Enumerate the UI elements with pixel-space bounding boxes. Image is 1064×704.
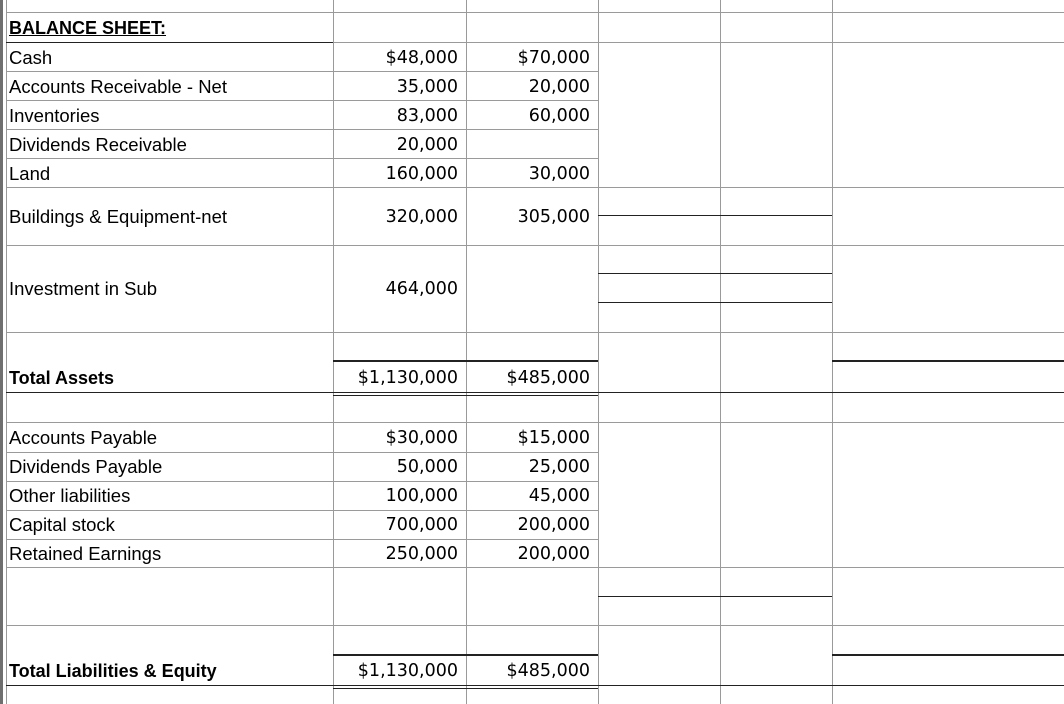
gridline-h [333, 688, 598, 689]
gridline-v [720, 0, 721, 704]
cell-sub-cash[interactable]: $70,000 [517, 48, 590, 68]
cell-parent-cash[interactable]: $48,000 [385, 48, 458, 68]
cell-parent-dividends-payable[interactable]: 50,000 [396, 457, 458, 477]
row-label-accounts-receivable[interactable]: Accounts Receivable - Net [9, 76, 227, 97]
gridline-h [6, 481, 598, 482]
cell-sub-total-liabilities-equity[interactable]: $485,000 [506, 661, 590, 681]
gridline-h [6, 71, 598, 72]
gridline-h [6, 129, 598, 130]
cell-parent-retained-earnings[interactable]: 250,000 [385, 544, 458, 564]
gridline-h [6, 245, 1064, 246]
cell-sub-accounts-payable[interactable]: $15,000 [517, 428, 590, 448]
row-label-other-liabilities[interactable]: Other liabilities [9, 485, 131, 506]
row-label-land[interactable]: Land [9, 163, 51, 184]
gridline-h [6, 187, 1064, 188]
gridline-h [333, 360, 598, 362]
cell-sub-capital-stock[interactable]: 200,000 [517, 515, 590, 535]
cell-sub-inventories[interactable]: 60,000 [528, 106, 590, 126]
gridline-h [6, 332, 1064, 333]
row-label-dividends-receivable[interactable]: Dividends Receivable [9, 134, 187, 155]
gridline-h [6, 510, 598, 511]
cell-sub-retained-earnings[interactable]: 200,000 [517, 544, 590, 564]
cell-sub-total-assets[interactable]: $485,000 [506, 368, 590, 388]
gridline-v [466, 0, 467, 704]
row-label-cash[interactable]: Cash [9, 47, 53, 68]
gridline-h [6, 392, 1064, 393]
gridline-h [832, 654, 1064, 656]
cell-sub-dividends-payable[interactable]: 25,000 [528, 457, 590, 477]
gridline-h [6, 12, 1064, 13]
gridline-h [6, 158, 598, 159]
cell-parent-accounts-receivable[interactable]: 35,000 [396, 77, 458, 97]
cell-sub-land[interactable]: 30,000 [528, 164, 590, 184]
cell-parent-inventories[interactable]: 83,000 [396, 106, 458, 126]
gridline-h [333, 395, 598, 396]
cell-parent-other-liabilities[interactable]: 100,000 [385, 486, 458, 506]
cell-sub-other-liabilities[interactable]: 45,000 [528, 486, 590, 506]
row-label-accounts-payable[interactable]: Accounts Payable [9, 427, 158, 448]
cell-parent-dividends-receivable[interactable]: 20,000 [396, 135, 458, 155]
gridline-h [598, 596, 832, 597]
row-label-capital-stock[interactable]: Capital stock [9, 514, 115, 535]
cell-parent-accounts-payable[interactable]: $30,000 [385, 428, 458, 448]
cell-parent-total-assets[interactable]: $1,130,000 [357, 368, 458, 388]
row-label-inventories[interactable]: Inventories [9, 105, 100, 126]
cell-parent-capital-stock[interactable]: 700,000 [385, 515, 458, 535]
gridline-h [6, 422, 1064, 423]
gridline-h [598, 215, 832, 216]
gridline-h [832, 360, 1064, 362]
row-label-dividends-payable[interactable]: Dividends Payable [9, 456, 163, 477]
gridline-h [333, 42, 1064, 43]
cell-parent-total-liabilities-equity[interactable]: $1,130,000 [357, 661, 458, 681]
gridline-h [6, 100, 598, 101]
cell-parent-land[interactable]: 160,000 [385, 164, 458, 184]
cell-sub-accounts-receivable[interactable]: 20,000 [528, 77, 590, 97]
gridline-h [6, 625, 1064, 626]
gridline-v [6, 0, 7, 704]
cell-parent-buildings-equipment[interactable]: 320,000 [385, 207, 458, 227]
cell-sub-buildings-equipment[interactable]: 305,000 [517, 207, 590, 227]
row-label-total-liabilities-equity[interactable]: Total Liabilities & Equity [9, 661, 217, 681]
row-label-buildings-equipment[interactable]: Buildings & Equipment-net [9, 206, 228, 227]
gridline-v [832, 0, 833, 704]
gridline-h [6, 567, 1064, 568]
row-gutter [0, 0, 3, 704]
cell-parent-investment-in-sub[interactable]: 464,000 [385, 279, 458, 299]
gridline-h [333, 654, 598, 656]
gridline-h [6, 42, 333, 43]
gridline-h [6, 539, 598, 540]
gridline-v [598, 0, 599, 704]
gridline-h [598, 273, 832, 274]
gridline-h [6, 452, 598, 453]
sheet-heading[interactable]: BALANCE SHEET: [9, 18, 167, 38]
row-label-investment-in-sub[interactable]: Investment in Sub [9, 278, 158, 299]
gridline-h [598, 302, 832, 303]
row-label-total-assets[interactable]: Total Assets [9, 368, 115, 388]
gridline-h [6, 685, 1064, 686]
row-label-retained-earnings[interactable]: Retained Earnings [9, 543, 162, 564]
